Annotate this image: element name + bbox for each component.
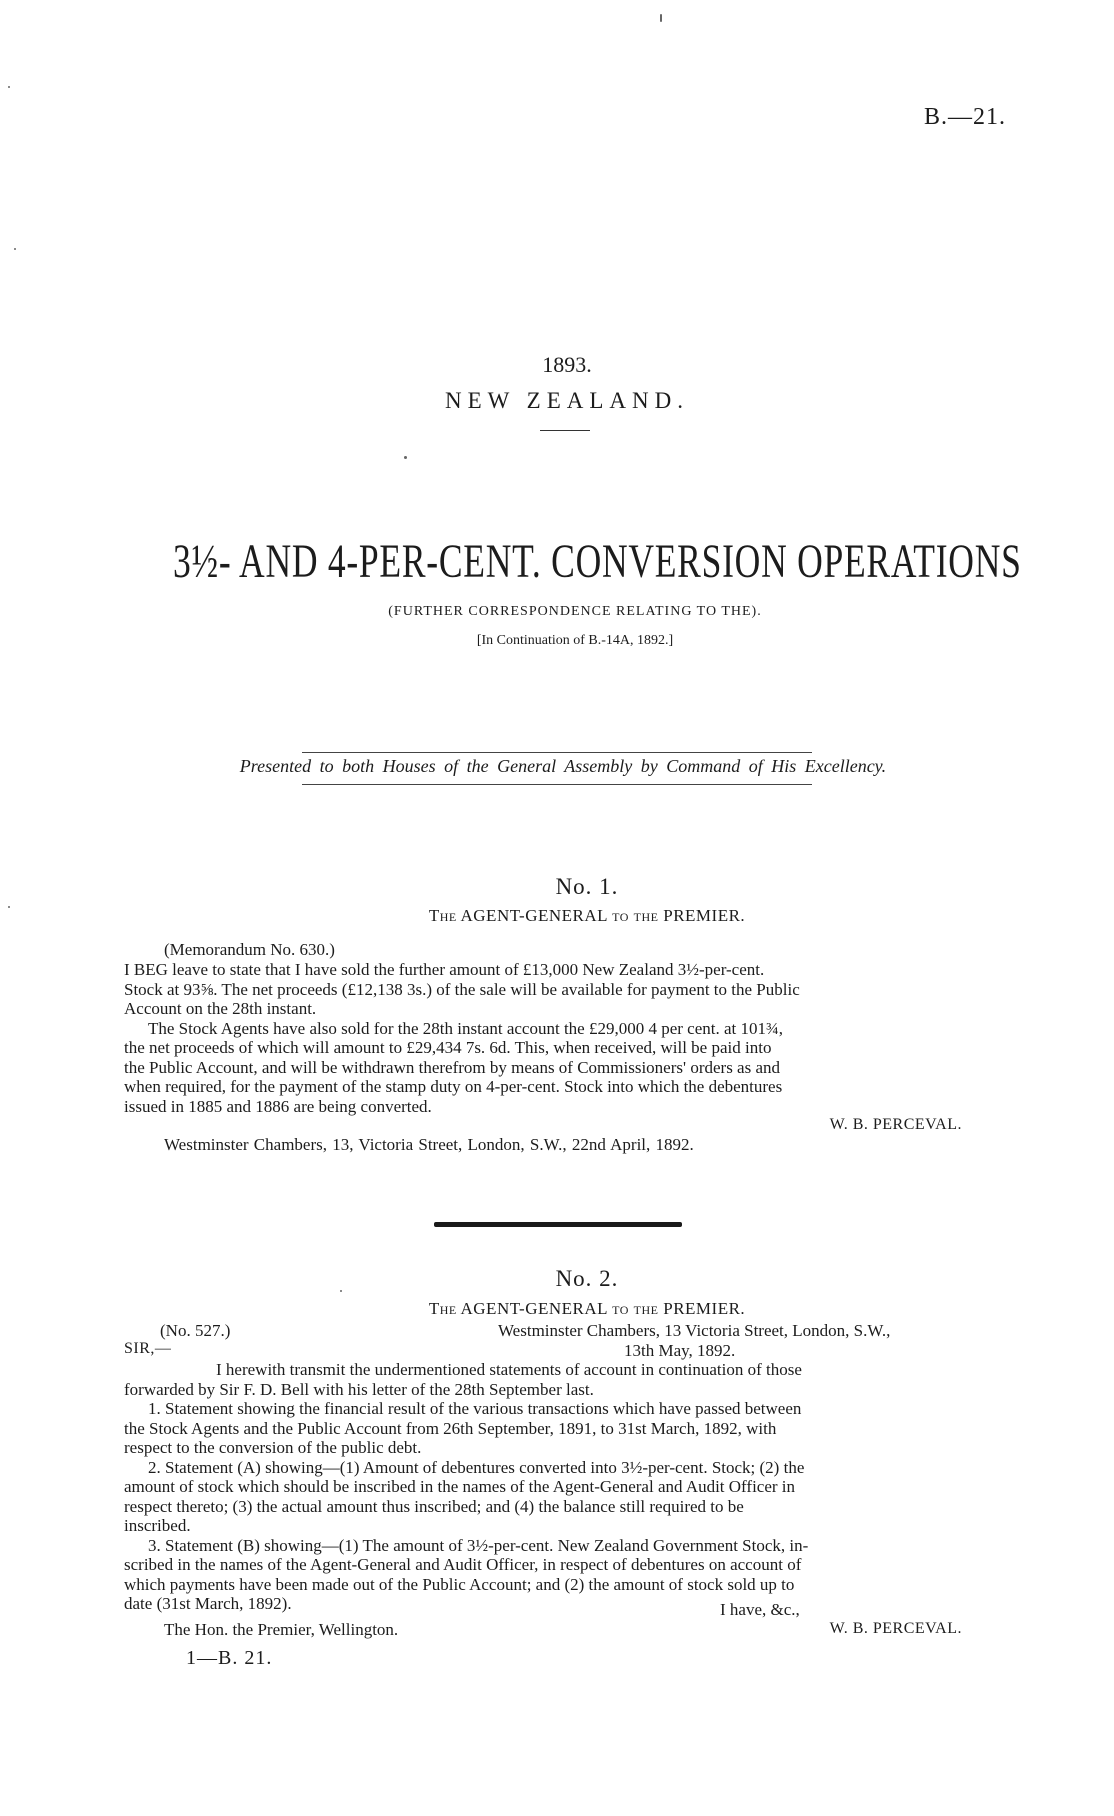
letter-1-line: I BEG leave to state that I have sold the further amount of £13,000 New Zealand 3½-per-cent. <box>124 960 765 979</box>
presented-line: Presented to both Houses of the General Assembly by Command of His Excellency. <box>239 756 887 776</box>
scan-speck <box>8 86 10 88</box>
letter-2-date-line: 13th May, 1892. <box>624 1340 736 1360</box>
page-reference: B.—21. <box>923 104 1006 130</box>
letter-2-number: No. 2. <box>555 1266 619 1291</box>
letter-2-from: The AGENT-GENERAL to the PREMIER. <box>428 1299 746 1318</box>
scan-speck <box>404 456 407 459</box>
document-title: 3½- AND 4-PER-CENT. CONVERSION OPERATIONS <box>172 535 1022 588</box>
presented-rule-bottom <box>302 784 812 785</box>
letter-2-line: the Stock Agents and the Public Account from 26th September, 1891, to 31st March, 1892, with <box>124 1418 777 1438</box>
letter-2-line: respect thereto; (3) the actual amount thus inscribed; and (4) the balance still required to be <box>124 1496 744 1516</box>
letter-1-number: No. 1. <box>555 874 619 899</box>
letter-1-line: Stock at 93⅝. The net proceeds (£12,138 3s.) of the sale will be available for payment to the Public <box>124 979 800 999</box>
letter-1-line: the net proceeds of which will amount to £29,434 7s. 6d. This, when received, will be paid into <box>124 1038 772 1057</box>
letter-1-from: The AGENT-GENERAL to the PREMIER. <box>428 906 746 925</box>
letter-2-line: I herewith transmit the undermentioned statements of account in continuation of those <box>216 1360 802 1379</box>
letter-2-addressee: The Hon. the Premier, Wellington. <box>164 1620 399 1639</box>
letter-2-line: forwarded by Sir F. D. Bell with his letter of the 28th September last. <box>124 1379 594 1399</box>
letter-2-line: 3. Statement (B) showing—(1) The amount of 3½-per-cent. New Zealand Government Stock, in- <box>148 1535 809 1555</box>
letter-2-closing: I have, &c., <box>720 1600 800 1619</box>
continuation-note: [In Continuation of B.-14A, 1892.] <box>476 633 674 648</box>
scan-speck <box>660 14 662 22</box>
presented-rule-top <box>302 752 812 753</box>
letter-1-body <box>124 960 990 1116</box>
letter-2-address <box>498 1321 978 1360</box>
letter-2-signature: W. B. PERCEVAL. <box>829 1620 962 1637</box>
scan-speck <box>8 906 10 908</box>
letter-1-line: issued in 1885 and 1886 are being converted. <box>124 1096 432 1116</box>
print-reference: 1—B. 21. <box>186 1647 273 1669</box>
letter-2-salutation: SIR,— <box>124 1340 172 1357</box>
letter-1-line: The Stock Agents have also sold for the 28th instant account the £29,000 4 per cent. at 101¾, <box>148 1018 784 1038</box>
letter-1-dateline: Westminster Chambers, 13, Victoria Street, London, S.W., 22nd April, 1892. <box>164 1135 694 1154</box>
letter-2-address-line: Westminster Chambers, 13 Victoria Street, London, S.W., <box>498 1321 891 1340</box>
section-divider <box>434 1222 682 1227</box>
letter-1-memo: (Memorandum No. 630.) <box>164 940 335 959</box>
short-divider <box>540 430 590 431</box>
letter-2-line: 2. Statement (A) showing—(1) Amount of debentures converted into 3½-per-cent. Stock; (2) the <box>148 1457 805 1477</box>
document-subtitle: (FURTHER CORRESPONDENCE RELATING TO THE). <box>388 604 762 619</box>
letter-2-line: 1. Statement showing the financial result of the various transactions which have passed between <box>148 1399 802 1418</box>
letter-2-line: respect to the conversion of the public debt. <box>124 1438 422 1457</box>
scan-speck <box>340 1290 342 1292</box>
letter-2-line: date (31st March, 1892). <box>124 1594 292 1613</box>
letter-1-line: when required, for the payment of the stamp duty on 4-per-cent. Stock into which the debentures <box>124 1077 783 1096</box>
letter-1-signature: W. B. PERCEVAL. <box>829 1116 962 1133</box>
document-year: 1893. <box>542 352 592 377</box>
scan-speck <box>14 248 16 250</box>
letter-2-body <box>124 1360 990 1614</box>
document-country: NEW ZEALAND. <box>444 388 690 413</box>
letter-1-line: the Public Account, and will be withdrawn therefrom by means of Commissioners' orders as and <box>124 1057 781 1077</box>
letter-2-line: amount of stock which should be inscribed in the names of the Agent-General and Audit Officer in <box>124 1477 796 1496</box>
letter-1-line: Account on the 28th instant. <box>124 999 317 1018</box>
letter-2-line: scribed in the names of the Agent-General and Audit Officer, in respect of debentures on account of <box>124 1555 802 1574</box>
letter-2-reference: (No. 527.) <box>160 1321 231 1340</box>
letter-2-line: inscribed. <box>124 1516 191 1535</box>
letter-2-line: which payments have been made out of the Public Account; and (2) the amount of stock sold up to <box>124 1574 795 1594</box>
